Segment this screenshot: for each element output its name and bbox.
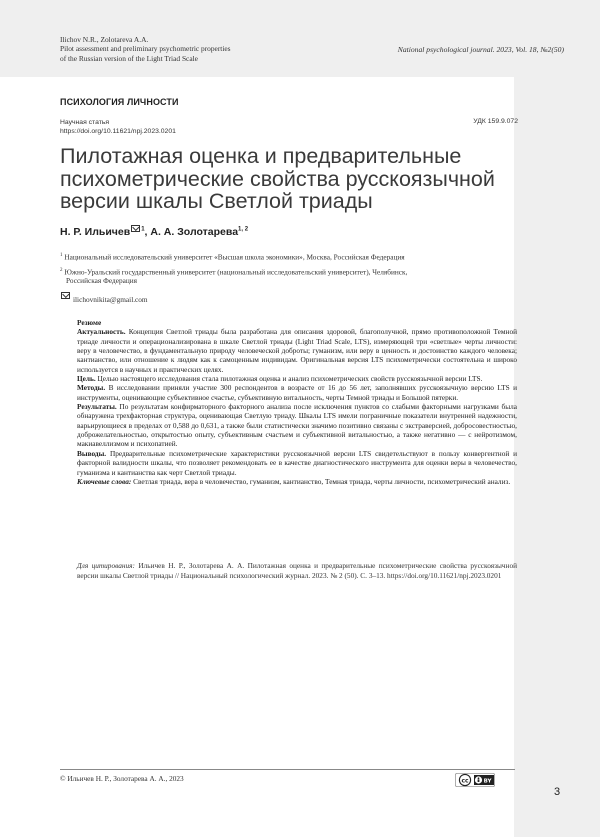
envelope-icon [131,225,140,232]
author-1[interactable]: Н. Р. Ильичев [60,226,131,238]
goal-label: Цель. [77,374,96,384]
by-label: BY [483,778,492,785]
results-label: Результаты. [77,402,117,412]
article-type: Научная статья [60,119,110,126]
keywords-text: Светлая триада, вера в человечество, гуманизм, кантианство, Темная триада, черты личности, психометрический анализ. [131,476,511,486]
header-title-line1: Pilot assessment and preliminary psychometric properties [60,44,231,54]
header-authors: Ilichov N.R., Zolotareva A.A. [60,35,149,44]
email-line [60,292,515,305]
footer-rule [60,769,515,770]
abstract-conclusions [77,449,517,477]
abstract-goal [77,374,517,383]
author-list: Н. Р. Ильичев $^1$, А. А. Золотарева$^{1, 2}$ [60,226,249,238]
author-1-affil: 1 [141,226,145,233]
header-title-line2: of the Russian version of the Light Triad Scale [60,53,198,63]
abstract-methods [77,383,517,402]
journal-name: National psychological journal. 2023, Vol. 18, №2(50) [397,45,564,54]
abstract-heading: Резюме [77,318,102,327]
relevance-label: Актуальность. [77,327,126,337]
author-2-affil: 1, 2 [238,226,249,233]
conclusions-label: Выводы. [77,448,107,458]
cc-by-license-icon[interactable] [455,773,495,787]
citation-block [77,561,517,580]
conclusions-text: Предварительные психометрические характеристики русскоязычной версии LTS свидетельствуют в пользу конвергентной и факторной валидности шкалы, что позволяет рекомендовать ее в качестве диагностического инструмента для оценки веры в человечество, гуманизма и кантианства как черт Светлой триады. [77,448,517,477]
copyright-notice: © Ильичев Н. Р., Золотарева А. А., 2023 [60,774,184,783]
keywords-label: Ключевые слова: [77,476,132,486]
relevance-text: Концепция Светлой триады была разработана для описания здоровой, благополучной, прямо противоположной Темной триаде личности и операционализирована в шкале Светлой триады (Light Triad Scale, LTS), измеряющей три «светлые» черты личности: веру в человечество, в фундаментальную природу человеческой доброты; гуманизм, или веру в ценность и достоинство каждого человека; кантианство, или отношение к людям как к самоценным индивидам. Оригинальная версия LTS психометрически состоятельна и широко используется в научных и практических целях. [77,327,517,374]
abstract-results [77,402,517,449]
methods-label: Методы. [77,383,106,393]
affiliation-2-text: Южно-Уральский государственный университет (национальный исследовательский университет), Челябинск, [64,267,408,277]
article-meta [60,118,176,136]
methods-text: В исследовании приняли участие 300 респондентов в возрасте от 16 до 56 лет, заполнявших русскоязычную версию LTS и инструменты, оценивающие субъективное счастье, субъективную витальность, черты Темной триады и Большой пятерки. [77,383,517,402]
envelope-icon [61,292,70,299]
goal-text: Целью настоящего исследования стала пилотажная оценка и анализ психометрических свойств русскоязычной версии LTS. [95,374,483,384]
udc-code: УДК 159.9.072 [473,118,518,125]
citation-text: Ильичев Н. Р., Золотарева А. А. Пилотажная оценка и предварительные психометрические свойства русскоязычной версии шкалы Светлой триады // Национальный психологический журнал. 2023. № 2 (50). С. 3–13. https://doi.org/10.11621/npj.2023.0201 [77,561,517,580]
abstract [77,318,517,486]
affiliation-2-cont: Российская Федерация [66,276,137,285]
affiliation-1-num: 1 [60,253,63,258]
email-address[interactable]: ilichovnikita@gmail.com [73,295,148,304]
results-text: По результатам конфирматорного факторного анализа после исключения пунктов со слабыми факторными нагрузками была обнаружена трехфакторная структура, оценивающая Светлую триаду. Шкалы LTS имели пограничные показатели внутренней надежности, варьирующиеся в пределах от 0,588 до 0,631, а также были статистически значимо позитивно связаны с экстраверсией, добросовестностью, доброжелательностью, открытостью опыту, субъективным счастьем и субъективной витальностью, а также негативно — с нейротизмом, макиавеллизмом и психопатией. [77,402,517,449]
abstract-keywords [77,477,517,486]
affiliation-1-text: Национальный исследовательский университет «Высшая школа экономики», Москва, Российская Федерация [64,252,405,262]
cc-label: cc [461,777,469,785]
affiliation-2-num: 2 [60,268,63,273]
citation-label: Для цитирования: [77,561,135,570]
abstract-relevance [77,327,517,374]
running-header-left [60,35,231,63]
right-margin-band [514,77,600,837]
affiliation-1 [60,251,515,262]
doi-link[interactable]: https://doi.org/10.11621/npj.2023.0201 [60,128,176,135]
section-label: ПСИХОЛОГИЯ ЛИЧНОСТИ [60,97,179,107]
author-2[interactable]: А. А. Золотарева [150,226,239,238]
article-title: Пилотажная оценка и предварительные психометрические свойства русскоязычной версии шкалы Светлой триады [60,144,495,213]
page-number: 3 [553,786,561,798]
